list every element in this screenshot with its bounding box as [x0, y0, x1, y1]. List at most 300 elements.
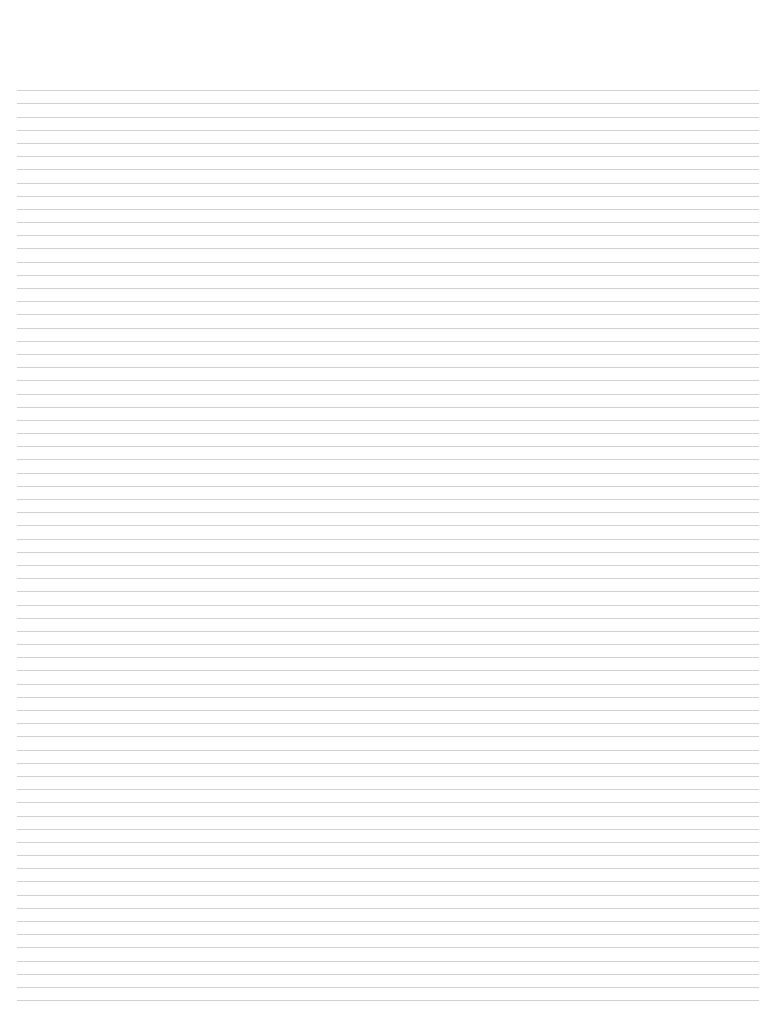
table-cell-link[interactable]	[407, 579, 557, 591]
table-cell	[347, 566, 390, 578]
table-cell	[739, 302, 759, 314]
table-cell	[347, 408, 390, 420]
table-cell-link[interactable]	[407, 289, 557, 301]
table-cell	[239, 777, 347, 789]
table-cell-link[interactable]	[407, 236, 557, 248]
table-cell-link[interactable]	[557, 513, 739, 525]
table-cell	[183, 711, 239, 723]
table-cell	[390, 962, 407, 974]
table-cell-link[interactable]	[407, 157, 557, 169]
table-row	[17, 856, 759, 869]
table-cell-link[interactable]	[407, 632, 557, 644]
table-cell-link[interactable]	[557, 184, 739, 196]
table-cell-link[interactable]	[557, 540, 739, 552]
table-cell-link[interactable]	[557, 658, 739, 670]
table-cell	[17, 381, 61, 393]
table-cell-link[interactable]	[407, 962, 557, 974]
table-cell	[739, 764, 759, 776]
table-cell	[239, 513, 347, 525]
table-cell-link[interactable]	[407, 724, 557, 736]
table-cell	[739, 619, 759, 631]
table-cell	[115, 513, 183, 525]
table-cell-link[interactable]	[557, 685, 739, 697]
table-cell	[183, 777, 239, 789]
table-cell-link[interactable]	[557, 157, 739, 169]
table-cell-link[interactable]	[407, 223, 557, 235]
table-cell	[61, 988, 74, 1000]
table-cell	[183, 355, 239, 367]
table-cell	[183, 724, 239, 736]
table-cell	[74, 249, 115, 261]
table-cell-link[interactable]	[557, 197, 739, 209]
col-header	[239, 67, 347, 78]
table-row	[17, 513, 759, 526]
table-cell-link[interactable]	[557, 935, 739, 947]
table-cell	[115, 118, 183, 130]
table-cell-link[interactable]	[407, 210, 557, 222]
table-cell-link[interactable]	[557, 698, 739, 710]
table-cell	[183, 737, 239, 749]
table-cell-link[interactable]	[557, 434, 739, 446]
table-cell	[183, 856, 239, 868]
table-cell	[739, 948, 759, 960]
table-cell-link[interactable]	[557, 249, 739, 261]
table-cell	[61, 803, 74, 815]
table-cell-link[interactable]	[557, 526, 739, 538]
table-cell	[739, 790, 759, 802]
table-cell	[115, 711, 183, 723]
table-cell	[390, 513, 407, 525]
table-cell-link[interactable]	[407, 408, 557, 420]
table-cell-link[interactable]	[557, 104, 739, 116]
table-cell-link[interactable]	[557, 170, 739, 182]
table-cell	[739, 487, 759, 499]
table-cell	[61, 500, 74, 512]
table-cell-link[interactable]	[557, 922, 739, 934]
table-cell	[61, 315, 74, 327]
table-cell-link[interactable]	[557, 711, 739, 723]
table-cell-link[interactable]	[557, 803, 739, 815]
table-cell-link[interactable]	[407, 790, 557, 802]
table-cell	[183, 447, 239, 459]
table-cell	[390, 302, 407, 314]
table-cell	[390, 658, 407, 670]
table-cell	[115, 909, 183, 921]
table-cell-link[interactable]	[407, 671, 557, 683]
table-cell-link[interactable]	[557, 764, 739, 776]
table-cell	[239, 104, 347, 116]
table-cell	[739, 843, 759, 855]
table-cell-link[interactable]	[407, 698, 557, 710]
table-cell-link[interactable]	[557, 856, 739, 868]
table-cell	[17, 922, 61, 934]
table-cell	[239, 790, 347, 802]
table-cell-link[interactable]	[557, 210, 739, 222]
table-cell-link[interactable]	[557, 566, 739, 578]
table-cell-link[interactable]	[407, 302, 557, 314]
table-cell	[61, 579, 74, 591]
table-cell-link[interactable]	[557, 869, 739, 881]
table-cell-link[interactable]	[407, 447, 557, 459]
table-cell-link[interactable]	[407, 434, 557, 446]
table-cell-link[interactable]	[557, 408, 739, 420]
table-cell	[61, 975, 74, 987]
table-cell	[390, 447, 407, 459]
table-cell	[74, 909, 115, 921]
table-cell	[17, 645, 61, 657]
table-cell	[74, 764, 115, 776]
table-cell-link[interactable]	[557, 751, 739, 763]
table-cell	[61, 830, 74, 842]
table-cell-link[interactable]	[557, 118, 739, 130]
table-cell	[61, 645, 74, 657]
table-cell	[347, 210, 390, 222]
table-cell	[739, 460, 759, 472]
table-cell	[115, 170, 183, 182]
table-cell-link[interactable]	[407, 526, 557, 538]
table-cell-link[interactable]	[407, 263, 557, 275]
table-cell	[347, 645, 390, 657]
table-cell	[347, 962, 390, 974]
table-cell	[74, 408, 115, 420]
table-cell	[115, 474, 183, 486]
table-cell	[17, 724, 61, 736]
table-body	[17, 78, 759, 1001]
table-cell-link[interactable]	[407, 751, 557, 763]
table-cell-link[interactable]	[407, 830, 557, 842]
table-cell-link[interactable]	[407, 487, 557, 499]
table-cell	[183, 751, 239, 763]
table-cell	[17, 856, 61, 868]
table-cell-link[interactable]	[557, 447, 739, 459]
table-cell-link[interactable]	[557, 131, 739, 143]
table-row	[17, 645, 759, 658]
table-cell-link[interactable]	[557, 289, 739, 301]
table-cell	[239, 342, 347, 354]
table-cell-link[interactable]	[407, 553, 557, 565]
table-cell	[61, 118, 74, 130]
table-cell-link[interactable]	[407, 276, 557, 288]
table-cell	[183, 263, 239, 275]
table-cell-link[interactable]	[407, 777, 557, 789]
table-cell	[739, 922, 759, 934]
table-cell-link[interactable]	[557, 329, 739, 341]
table-cell-link[interactable]	[407, 421, 557, 433]
table-cell-link[interactable]	[557, 988, 739, 1000]
table-row	[17, 869, 759, 882]
table-cell-link[interactable]	[557, 632, 739, 644]
table-cell-link[interactable]	[407, 104, 557, 116]
table-cell-link[interactable]	[407, 144, 557, 156]
table-row	[17, 803, 759, 816]
table-cell	[115, 751, 183, 763]
table-cell-link[interactable]	[407, 118, 557, 130]
table-cell	[239, 896, 347, 908]
table-cell-link[interactable]	[557, 777, 739, 789]
table-cell-link[interactable]	[407, 474, 557, 486]
table-cell-link[interactable]	[557, 619, 739, 631]
table-cell	[115, 500, 183, 512]
table-cell-link[interactable]	[407, 513, 557, 525]
table-cell-link[interactable]	[407, 645, 557, 657]
table-cell	[61, 671, 74, 683]
table-cell-link[interactable]	[407, 368, 557, 380]
table-cell	[115, 487, 183, 499]
table-cell	[61, 817, 74, 829]
col-header	[390, 67, 407, 78]
table-cell-link[interactable]	[407, 711, 557, 723]
table-cell-link[interactable]	[407, 856, 557, 868]
table-cell-link[interactable]	[407, 869, 557, 881]
table-cell-link[interactable]	[407, 619, 557, 631]
table-cell	[183, 817, 239, 829]
table-cell	[61, 460, 74, 472]
table-cell	[390, 764, 407, 776]
table-cell	[239, 817, 347, 829]
table-cell	[739, 104, 759, 116]
table-cell-link[interactable]	[407, 329, 557, 341]
table-cell	[390, 540, 407, 552]
table-cell	[115, 935, 183, 947]
table-cell-link[interactable]	[557, 144, 739, 156]
table-cell	[74, 540, 115, 552]
table-cell	[115, 803, 183, 815]
table-cell	[739, 513, 759, 525]
table-cell-link[interactable]	[557, 302, 739, 314]
table-row	[17, 724, 759, 737]
table-cell-link[interactable]	[557, 645, 739, 657]
table-cell-link[interactable]	[407, 935, 557, 947]
table-cell	[183, 606, 239, 618]
table-cell-link[interactable]	[557, 962, 739, 974]
table-cell-link[interactable]	[407, 948, 557, 960]
table-cell-link[interactable]	[557, 342, 739, 354]
table-cell-link[interactable]	[557, 817, 739, 829]
table-cell-link[interactable]	[557, 500, 739, 512]
table-cell	[74, 698, 115, 710]
table-cell-link[interactable]	[407, 988, 557, 1000]
table-cell-link[interactable]	[557, 223, 739, 235]
table-cell	[17, 302, 61, 314]
table-cell	[183, 474, 239, 486]
table-cell	[347, 263, 390, 275]
table-cell-link[interactable]	[557, 882, 739, 894]
table-cell-link[interactable]	[407, 764, 557, 776]
table-row	[17, 909, 759, 922]
table-cell-link[interactable]	[407, 249, 557, 261]
table-cell	[239, 197, 347, 209]
table-row	[17, 460, 759, 473]
table-cell-link[interactable]	[407, 315, 557, 327]
table-row	[17, 975, 759, 988]
table-cell-link[interactable]	[407, 606, 557, 618]
table-cell	[739, 935, 759, 947]
table-cell	[390, 869, 407, 881]
table-cell	[390, 671, 407, 683]
table-cell	[739, 803, 759, 815]
table-cell	[239, 843, 347, 855]
table-cell	[74, 711, 115, 723]
table-row	[17, 737, 759, 750]
table-cell-link[interactable]	[557, 276, 739, 288]
table-cell	[239, 962, 347, 974]
table-cell-link[interactable]	[557, 790, 739, 802]
table-cell-link[interactable]	[407, 685, 557, 697]
table-cell	[239, 540, 347, 552]
table-cell	[239, 935, 347, 947]
table-cell	[74, 777, 115, 789]
table-cell	[739, 632, 759, 644]
table-cell-link[interactable]	[407, 170, 557, 182]
table-row	[17, 144, 759, 157]
table-cell	[739, 592, 759, 604]
table-cell	[61, 526, 74, 538]
table-cell	[739, 645, 759, 657]
table-cell	[183, 170, 239, 182]
table-cell	[347, 988, 390, 1000]
table-cell-link[interactable]	[557, 579, 739, 591]
table-cell-link[interactable]	[407, 78, 557, 90]
table-cell	[347, 315, 390, 327]
table-cell-link[interactable]	[407, 909, 557, 921]
table-cell	[390, 685, 407, 697]
table-cell	[390, 922, 407, 934]
table-cell-link[interactable]	[407, 500, 557, 512]
table-cell-link[interactable]	[557, 830, 739, 842]
table-cell	[17, 223, 61, 235]
table-cell-link[interactable]	[557, 263, 739, 275]
table-cell	[183, 566, 239, 578]
table-cell	[739, 553, 759, 565]
table-cell	[390, 975, 407, 987]
table-cell-link[interactable]	[557, 381, 739, 393]
table-cell-link[interactable]	[557, 421, 739, 433]
table-cell-link[interactable]	[557, 606, 739, 618]
table-cell-link[interactable]	[407, 737, 557, 749]
table-cell	[115, 263, 183, 275]
table-row	[17, 658, 759, 671]
table-row	[17, 170, 759, 183]
table-cell-link[interactable]	[557, 474, 739, 486]
table-cell	[17, 698, 61, 710]
table-cell-link[interactable]	[557, 78, 739, 90]
table-cell	[74, 553, 115, 565]
table-cell-link[interactable]	[557, 315, 739, 327]
table-cell	[115, 975, 183, 987]
table-cell	[61, 223, 74, 235]
table-cell	[183, 553, 239, 565]
table-cell-link[interactable]	[557, 896, 739, 908]
table-cell	[739, 381, 759, 393]
table-cell	[739, 408, 759, 420]
table-cell	[17, 197, 61, 209]
table-cell	[390, 421, 407, 433]
table-cell-link[interactable]	[407, 566, 557, 578]
table-cell	[17, 790, 61, 802]
table-cell	[74, 368, 115, 380]
table-cell	[239, 553, 347, 565]
table-row	[17, 566, 759, 579]
table-cell	[390, 210, 407, 222]
table-cell-link[interactable]	[557, 592, 739, 604]
table-cell-link[interactable]	[407, 975, 557, 987]
table-cell-link[interactable]	[407, 817, 557, 829]
table-cell-link[interactable]	[557, 909, 739, 921]
table-cell-link[interactable]	[557, 91, 739, 103]
table-cell-link[interactable]	[407, 592, 557, 604]
table-cell	[390, 329, 407, 341]
table-cell-link[interactable]	[407, 882, 557, 894]
table-cell	[347, 711, 390, 723]
table-cell	[739, 421, 759, 433]
table-cell	[239, 685, 347, 697]
table-cell-link[interactable]	[407, 922, 557, 934]
table-cell-link[interactable]	[407, 91, 557, 103]
table-cell-link[interactable]	[407, 460, 557, 472]
table-cell	[347, 540, 390, 552]
table-cell-link[interactable]	[407, 197, 557, 209]
table-cell-link[interactable]	[557, 975, 739, 987]
table-row	[17, 184, 759, 197]
table-cell-link[interactable]	[407, 896, 557, 908]
table-cell	[74, 513, 115, 525]
table-cell-link[interactable]	[407, 843, 557, 855]
table-cell-link[interactable]	[407, 381, 557, 393]
table-cell-link[interactable]	[557, 843, 739, 855]
table-cell-link[interactable]	[407, 131, 557, 143]
table-cell	[17, 764, 61, 776]
table-cell	[739, 276, 759, 288]
table-cell-link[interactable]	[407, 540, 557, 552]
table-cell	[739, 170, 759, 182]
table-cell	[115, 210, 183, 222]
table-cell	[61, 170, 74, 182]
table-cell-link[interactable]	[407, 184, 557, 196]
table-cell	[347, 395, 390, 407]
table-cell-link[interactable]	[557, 460, 739, 472]
table-cell-link[interactable]	[557, 236, 739, 248]
table-cell	[390, 817, 407, 829]
table-cell	[347, 882, 390, 894]
table-cell-link[interactable]	[557, 395, 739, 407]
table-cell	[183, 540, 239, 552]
table-cell	[739, 988, 759, 1000]
table-cell	[115, 988, 183, 1000]
table-cell	[74, 685, 115, 697]
table-cell-link[interactable]	[407, 658, 557, 670]
table-cell-link[interactable]	[557, 368, 739, 380]
table-cell-link[interactable]	[407, 355, 557, 367]
table-cell	[61, 698, 74, 710]
table-cell-link[interactable]	[557, 737, 739, 749]
table-cell	[17, 91, 61, 103]
table-cell-link[interactable]	[557, 671, 739, 683]
table-cell-link[interactable]	[557, 724, 739, 736]
table-cell	[347, 975, 390, 987]
table-cell	[115, 276, 183, 288]
table-row	[17, 922, 759, 935]
table-cell-link[interactable]	[407, 342, 557, 354]
table-row	[17, 447, 759, 460]
table-cell-link[interactable]	[557, 487, 739, 499]
table-cell-link[interactable]	[557, 355, 739, 367]
table-cell	[183, 210, 239, 222]
table-cell-link[interactable]	[407, 395, 557, 407]
table-cell	[239, 210, 347, 222]
table-cell-link[interactable]	[557, 553, 739, 565]
table-cell-link[interactable]	[407, 803, 557, 815]
table-cell-link[interactable]	[557, 948, 739, 960]
